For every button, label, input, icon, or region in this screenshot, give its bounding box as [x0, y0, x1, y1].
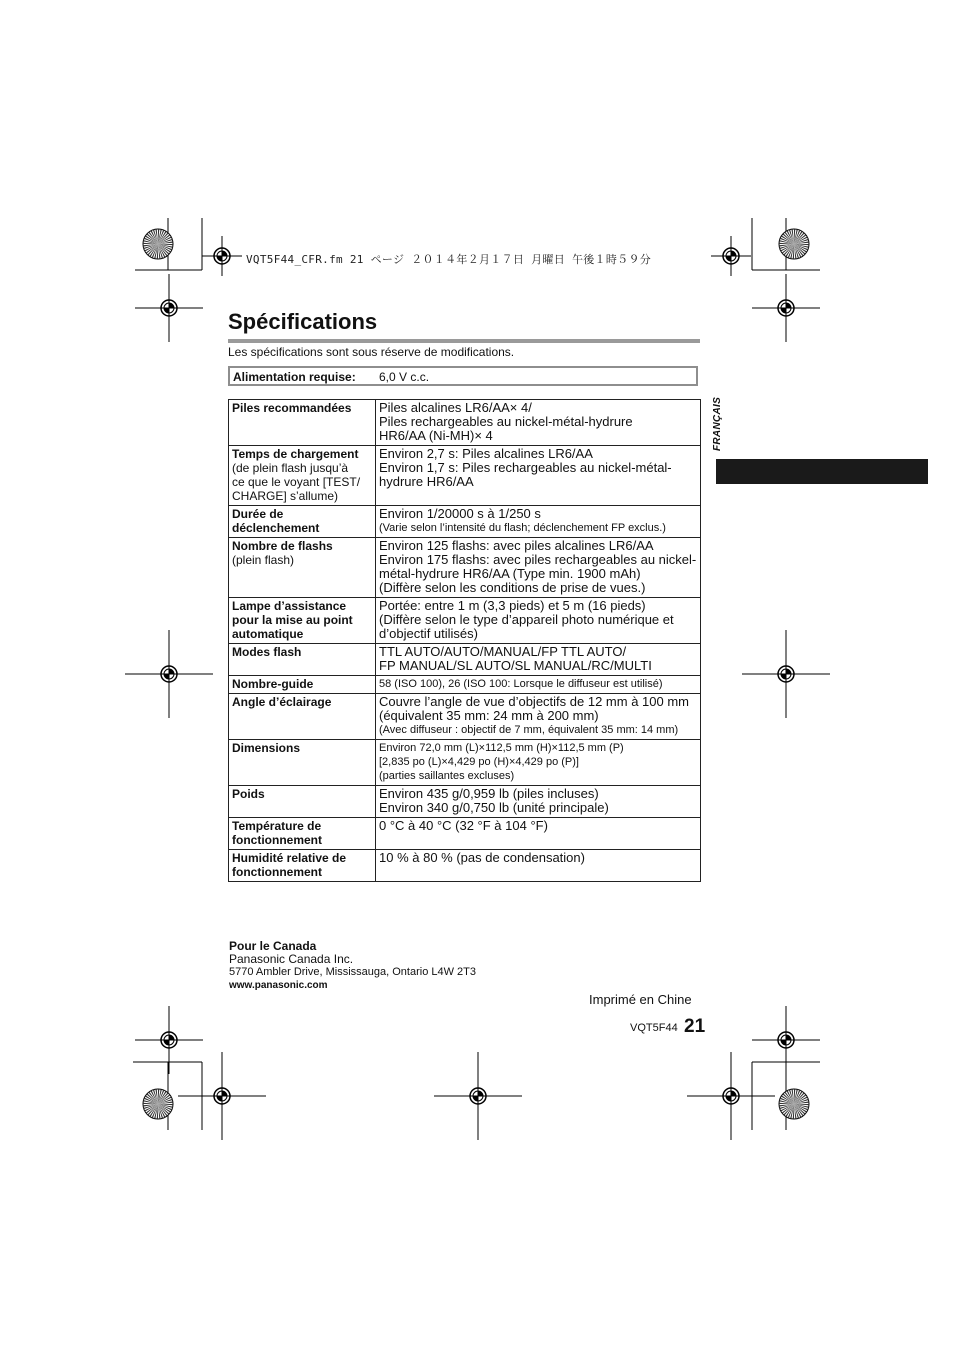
spec-key-label: Modes flash [232, 645, 302, 659]
spec-value-cell [376, 506, 701, 538]
registration-target-icon [742, 630, 830, 718]
registration-target-icon [752, 1006, 820, 1074]
spec-row [229, 786, 701, 818]
spec-key-label: Angle d’éclairage [232, 695, 332, 709]
spec-key-note: (de plein flash jusqu’à [232, 461, 349, 475]
spec-value-line: hydrure HR6/AA [379, 474, 474, 489]
spec-key-label: déclenchement [232, 521, 320, 535]
color-bar-starburst-icon [779, 1089, 809, 1119]
spec-value-line: métal-hydrure HR6/AA (Type min. 1900 mAh) [379, 566, 641, 581]
spec-value-line: TTL AUTO/AUTO/MANUAL/FP TTL AUTO/ [379, 644, 627, 659]
spec-value-line: Piles alcalines LR6/AA× 4/ [379, 400, 532, 415]
canada-contact-block [229, 940, 476, 992]
spec-row [229, 644, 701, 676]
spec-key-label: fonctionnement [232, 833, 322, 847]
language-tab-bar [716, 459, 928, 484]
spec-value-line: 0 °C à 40 °C (32 °F à 104 °F) [379, 818, 548, 833]
spec-value-line: Environ 435 g/0,959 lb (piles incluses) [379, 786, 599, 801]
title-underline [228, 339, 700, 343]
spec-key-label: Piles recommandées [232, 401, 352, 415]
color-bar-starburst-icon [143, 229, 173, 259]
spec-key-cell [229, 694, 376, 740]
spec-value-line: (équivalent 35 mm: 24 mm à 200 mm) [379, 708, 599, 723]
spec-value-cell [376, 598, 701, 644]
file-header-line: VQT5F44_CFR.fm 21 ページ ２０１４年２月１７日 月曜日 午後１時５９分 [246, 253, 652, 266]
spec-key-cell [229, 400, 376, 446]
registration-target-icon [752, 274, 820, 342]
spec-key-cell [229, 786, 376, 818]
registration-target-icon [135, 1006, 203, 1074]
spec-value-line: d’objectif utilisés) [379, 626, 478, 641]
printed-in-text: Imprimé en Chine [589, 992, 692, 1007]
canada-heading: Pour le Canada [229, 939, 317, 953]
spec-key-note: ce que le voyant [TEST/ [232, 475, 361, 489]
page-number: 21 [684, 1016, 706, 1037]
spec-key-cell [229, 676, 376, 694]
spec-value-cell [376, 538, 701, 598]
spec-key-cell [229, 598, 376, 644]
spec-key-cell [229, 740, 376, 786]
spec-key-cell [229, 818, 376, 850]
spec-value-cell [376, 446, 701, 506]
spec-row [229, 598, 701, 644]
spec-value-line: Portée: entre 1 m (3,3 pieds) et 5 m (16 pieds) [379, 598, 646, 613]
spec-row [229, 850, 701, 882]
spec-row [229, 818, 701, 850]
spec-value-note: (parties saillantes excluses) [379, 770, 515, 782]
spec-value-cell [376, 740, 701, 786]
spec-value-note: 58 (ISO 100), 26 (ISO 100: Lorsque le diffuseur est utilisé) [379, 678, 663, 690]
power-label: Alimentation requise: [233, 370, 356, 384]
language-label: FRANÇAIS [712, 396, 723, 451]
spec-key-label: Humidité relative de [232, 851, 347, 865]
power-value: 6,0 V c.c. [379, 370, 430, 384]
spec-value-line: Environ 175 flashs: avec piles rechargeables au nickel- [379, 552, 697, 567]
spec-value-line: (Diffère selon le type d’appareil photo numérique et [379, 612, 674, 627]
color-bar-starburst-icon [779, 229, 809, 259]
page-code: VQT5F44 [630, 1022, 678, 1034]
spec-row [229, 400, 701, 446]
spec-value-line: (Diffère selon les conditions de prise de vues.) [379, 580, 646, 595]
specifications-table [228, 399, 701, 882]
spec-value-line: Couvre l’angle de vue d’objectifs de 12 mm à 100 mm [379, 694, 689, 709]
spec-row [229, 506, 701, 538]
spec-key-cell [229, 506, 376, 538]
spec-value-note: Environ 72,0 mm (L)×112,5 mm (H)×112,5 mm (P) [379, 742, 624, 754]
spec-key-cell [229, 850, 376, 882]
page-title: Spécifications [228, 309, 378, 334]
intro-text: Les spécifications sont sous réserve de modifications. [228, 345, 515, 359]
spec-value-note: (Varie selon l’intensité du flash; déclenchement FP exclus.) [379, 522, 666, 534]
canada-company: Panasonic Canada Inc. [229, 952, 354, 966]
spec-row [229, 538, 701, 598]
spec-value-line: Environ 1,7 s: Piles rechargeables au nickel-métal- [379, 460, 672, 475]
spec-key-label: Température de [232, 819, 322, 833]
spec-value-cell [376, 850, 701, 882]
spec-key-label: fonctionnement [232, 865, 322, 879]
spec-key-note: CHARGE] s’allume) [232, 489, 339, 503]
spec-key-label: Nombre-guide [232, 677, 314, 691]
spec-row [229, 740, 701, 786]
spec-value-line: FP MANUAL/SL AUTO/SL MANUAL/RC/MULTI [379, 658, 652, 673]
spec-key-label: Nombre de flashs [232, 539, 333, 553]
spec-key-label: pour la mise au point [232, 613, 353, 627]
spec-value-line: 10 % à 80 % (pas de condensation) [379, 850, 585, 865]
spec-value-line: Environ 125 flashs: avec piles alcalines LR6/AA [379, 538, 654, 553]
spec-value-line: HR6/AA (Ni-MH)× 4 [379, 428, 493, 443]
color-bar-starburst-icon [143, 1089, 173, 1119]
spec-value-line: Environ 2,7 s: Piles alcalines LR6/AA [379, 446, 593, 461]
registration-target-icon [135, 274, 203, 342]
spec-key-label: Dimensions [232, 741, 301, 755]
spec-key-label: Poids [232, 787, 265, 801]
spec-value-cell [376, 400, 701, 446]
spec-key-label: Durée de [232, 507, 284, 521]
registration-target-icon [687, 1052, 775, 1140]
canada-website: www.panasonic.com [229, 980, 328, 991]
spec-key-label: Temps de chargement [232, 447, 359, 461]
spec-value-cell [376, 644, 701, 676]
spec-key-cell [229, 538, 376, 598]
spec-key-note: (plein flash) [232, 553, 295, 567]
spec-value-line: Piles rechargeables au nickel-métal-hydrure [379, 414, 633, 429]
spec-key-cell [229, 446, 376, 506]
registration-target-icon [125, 630, 213, 718]
spec-row [229, 694, 701, 740]
spec-value-line: Environ 1/20000 s à 1/250 s [379, 506, 541, 521]
spec-key-label: automatique [232, 627, 304, 641]
canada-address: 5770 Ambler Drive, Mississauga, Ontario L4W 2T3 [229, 966, 476, 978]
registration-target-icon [202, 236, 242, 276]
spec-key-cell [229, 644, 376, 676]
power-requirement-box [228, 366, 698, 386]
spec-row [229, 446, 701, 506]
spec-value-cell [376, 676, 701, 694]
spec-key-label: Lampe d’assistance [232, 599, 347, 613]
registration-target-icon [711, 236, 751, 276]
registration-target-icon [178, 1052, 266, 1140]
spec-value-note: (Avec diffuseur : objectif de 7 mm, équivalent 35 mm: 14 mm) [379, 724, 679, 736]
spec-value-note: [2,835 po (L)×4,429 po (H)×4,429 po (P)] [379, 756, 579, 768]
registration-target-icon [434, 1052, 522, 1140]
spec-value-cell [376, 786, 701, 818]
spec-value-cell [376, 818, 701, 850]
spec-row [229, 676, 701, 694]
spec-value-line: Environ 340 g/0,750 lb (unité principale) [379, 800, 609, 815]
spec-value-cell [376, 694, 701, 740]
